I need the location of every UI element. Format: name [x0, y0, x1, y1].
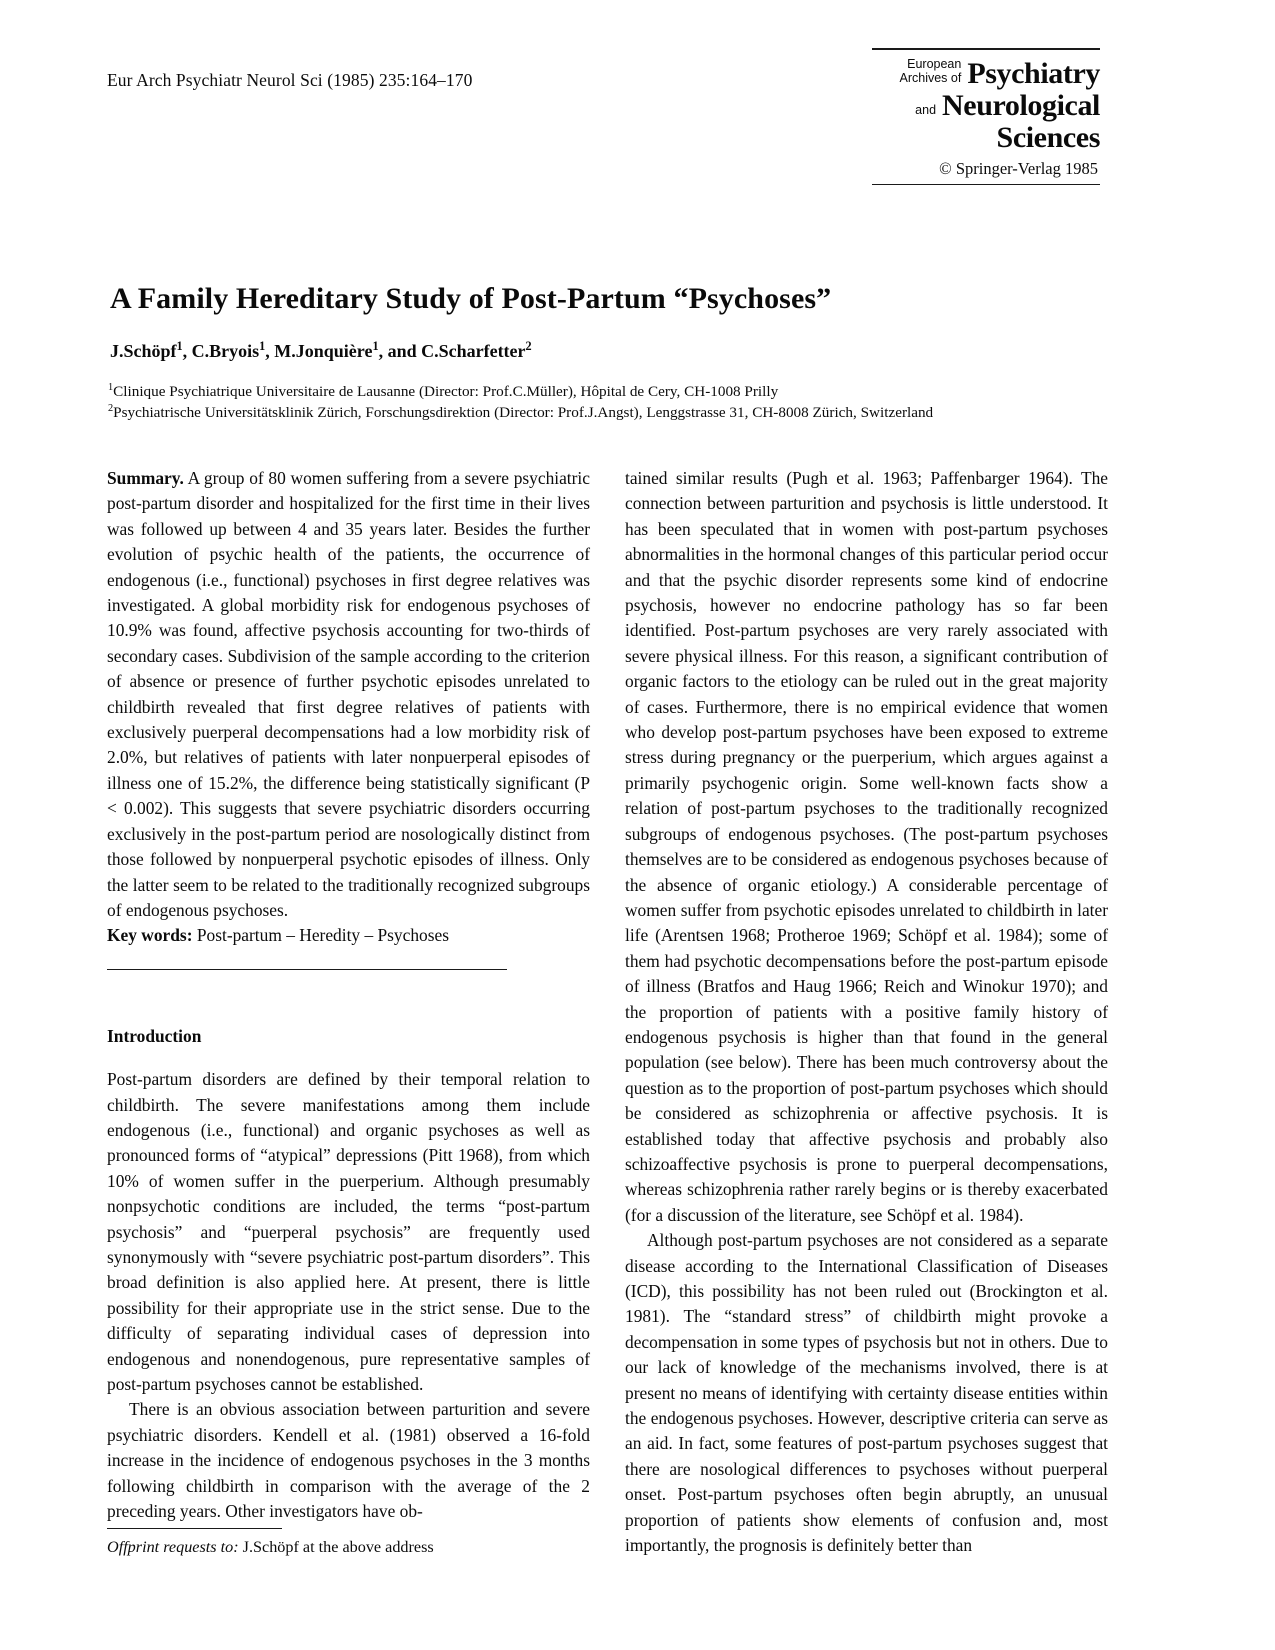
masthead-line-3 [872, 123, 1100, 153]
summary-text: A group of 80 women suffering from a severe psychiatric post-partum disorder and hospitalized for the first time in their lives was followed up between 4 and 35 years later. Besides the further evolution of psychic health of the patients, the occurrence of endogenous (i.e., functional) psychoses in first degree relatives was investigated. A global morbidity risk for endogenous psychoses of 10.9% was found, affective psychosis accounting for two-thirds of secondary cases. Subdivision of the sample according to the criterion of absence or presence of further psychotic episodes unrelated to childbirth revealed that first degree relatives of patients with exclusively puerperal decompensations had a low morbidity risk of 2.0%, but relatives of patients with later nonpuerperal episodes of illness one of 15.2%, the difference being statistically significant (P < 0.002). This suggests that severe psychiatric disorders occurring exclusively in the post-partum period are nosologically distinct from those followed by nonpuerperal psychotic episodes of illness. Only the latter seem to be related to the traditionally recognized subgroups of endogenous psychoses. [107, 468, 590, 920]
offprint-label: Offprint requests to: [107, 1538, 239, 1556]
masthead-line-2 [872, 91, 1100, 121]
offprint-footnote [107, 1528, 590, 1557]
masthead-copyright: © Springer-Verlag 1985 [939, 159, 1098, 178]
introduction-paragraph-2: There is an obvious association between parturition and severe psychiatric disorders. Kendell et al. (1981) observed a 16-fold increase in the incidence of endogenous psychoses in the 3 months following childbirth in comparison with the average of the 2 preceding years. Other investigators have ob- [107, 1399, 590, 1522]
author-2-name: , C.Bryois [182, 341, 260, 361]
keywords-text: Post-partum – Heredity – Psychoses [192, 925, 449, 946]
masthead-prefix-european-archives [900, 58, 962, 89]
masthead-word-sciences: Sciences [996, 121, 1100, 154]
section-heading-introduction: Introduction [107, 1025, 202, 1046]
introduction-paragraph-1: Post-partum disorders are defined by their temporal relation to childbirth. The severe manifestations among them include endogenous (i.e., functional) and organic psychoses as well as pronounced forms of “atypical” depressions (Pitt 1968), from which 10% of women suffer in the puerperium. Although presumably nonpsychotic conditions are included, the terms “post-partum psychosis” and “puerperal psychosis” are frequently used synonymously with “severe psychiatric post-partum disorders”. This broad definition is also applied here. At present, there is little possibility for their appropriate use in the strict sense. Due to the difficulty of separating individual cases of depression into endogenous and nonendogenous, pure representative samples of post-partum psychoses cannot be established. [107, 1069, 590, 1394]
masthead-word-psychiatry: Psychiatry [967, 57, 1100, 90]
keywords-paragraph [107, 923, 590, 948]
masthead-word-and: and [915, 102, 937, 117]
body-column-left [107, 466, 590, 1524]
abstract-divider-rule [107, 969, 507, 970]
affiliation-2-marker: 2 [108, 402, 114, 414]
article-title: A Family Hereditary Study of Post-Partum “Psychoses” [110, 282, 832, 316]
journal-masthead [872, 48, 1100, 185]
author-list [110, 341, 1060, 362]
affiliation-1-text: Clinique Psychiatrique Universitaire de Lausanne (Director: Prof.C.Müller), Hôpital de Cery, CH-1008 Prilly [113, 383, 779, 400]
author-3-affiliation-marker: 1 [372, 339, 379, 353]
body-column-right [625, 466, 1108, 1558]
author-4-affiliation-marker: 2 [525, 339, 532, 353]
affiliation-1-marker: 1 [108, 381, 114, 393]
affiliation-2 [108, 402, 1073, 423]
author-1-affiliation-marker: 1 [176, 339, 183, 353]
right-paragraph-1: tained similar results (Pugh et al. 1963; Paffenbarger 1964). The connection between parturition and psychosis is little understood. It has been speculated that in women with post-partum psychoses abnormalities in the hormonal changes of this particular period occur and that the psychic disorder represents some kind of endocrine psychosis, however no endocrine pathology has so far been identified. Post-partum psychoses are very rarely associated with severe physical illness. For this reason, a significant contribution of organic factors to the etiology can be ruled out in the great majority of cases. Furthermore, there is no empirical evidence that women who develop post-partum psychoses have been exposed to extreme stress during pregnancy or the puerperium, which argues against a primarily psychogenic origin. Some well-known facts show a relation of post-partum psychoses to the traditionally recognized subgroups of endogenous psychoses. (The post-partum psychoses themselves are to be considered as endogenous psychoses because of the absence of organic etiology.) A considerable percentage of women suffer from psychotic episodes unrelated to childbirth in later life (Arentsen 1968; Protheroe 1969; Schöpf et al. 1984); some of them had psychotic decompensations before the post-partum episode of illness (Bratfos and Haug 1966; Reich and Winokur 1970); and the proportion of patients with a positive family history of endogenous psychosis is higher than that found in the general population (see below). There has been much controversy about the question as to the proportion of post-partum psychoses which should be considered as schizophrenia or affective psychosis. It is established today that affective psychosis and probably also schizoaffective psychosis is prone to puerperal decompensations, whereas schizophrenia rather rarely begins or is thereby exacerbated (for a discussion of the literature, see Schöpf et al. 1984). [625, 468, 1108, 1225]
author-3-name: , M.Jonquière [265, 341, 373, 361]
masthead-word-archives-of: Archives of [899, 70, 962, 85]
masthead-bottom-rule [872, 184, 1100, 185]
masthead-word-european: European [907, 57, 962, 71]
summary-paragraph [107, 466, 590, 923]
right-paragraph-2: Although post-partum psychoses are not considered as a separate disease according to the International Classification of Diseases (ICD), this possibility has not been ruled out (Brockington et al. 1981). The “standard stress” of childbirth might provoke a decompensation in some types of psychosis but not in others. Due to our lack of knowledge of the mechanisms involved, there is at present no means of identifying with certainty disease entities within the endogenous psychoses. However, descriptive criteria can serve as an aid. In fact, some features of post-partum psychoses suggest that there are nosological differences to psychoses without puerperal onset. Post-partum psychoses often begin abruptly, an unusual proportion of patients show elements of confusion and, most importantly, the prognosis is definitely better than [625, 1230, 1108, 1556]
masthead-word-neurological: Neurological [942, 89, 1100, 122]
affiliation-1 [108, 381, 1073, 402]
affiliation-list [108, 381, 1073, 423]
masthead-top-rule [872, 48, 1100, 50]
summary-label: Summary. [107, 468, 184, 488]
offprint-text: J.Schöpf at the above address [238, 1538, 434, 1556]
author-1-name: J.Schöpf [110, 341, 177, 361]
keywords-label: Key words: [107, 925, 193, 946]
author-4-name: , and C.Scharfetter [378, 341, 526, 361]
journal-running-head: Eur Arch Psychiatr Neurol Sci (1985) 235:164–170 [107, 70, 473, 90]
masthead-line-1 [872, 58, 1100, 89]
affiliation-2-text: Psychiatrische Universitätsklinik Zürich, Forschungsdirektion (Director: Prof.J.Angst), Lenggstrasse 31, CH-8008 Zürich, Switzerland [113, 404, 934, 421]
author-2-affiliation-marker: 1 [259, 339, 266, 353]
footnote-divider-rule [107, 1528, 282, 1529]
